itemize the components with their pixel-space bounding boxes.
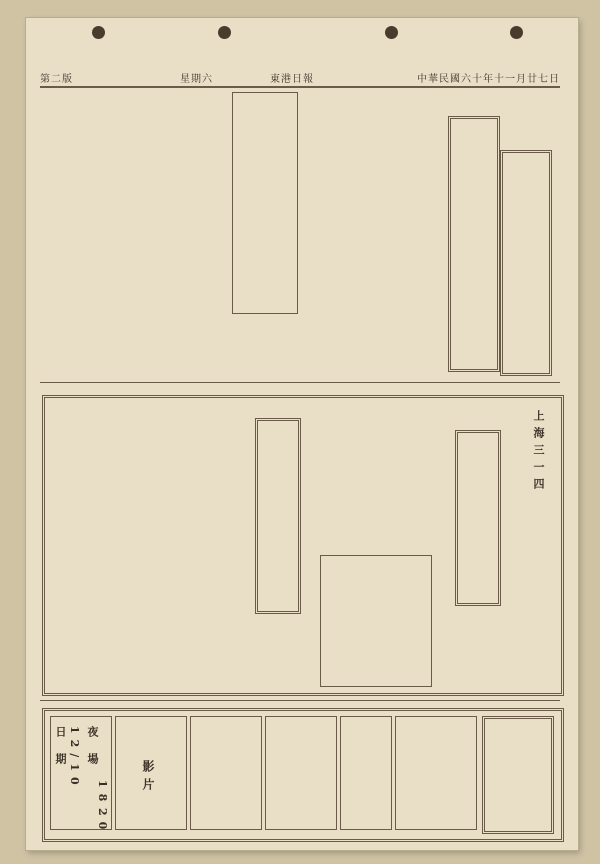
showtime-date: 12/10 <box>68 726 81 791</box>
showtime-minute: 20 <box>96 808 109 836</box>
article-column <box>300 92 430 372</box>
masthead-paper: 東港日報 <box>270 74 314 85</box>
headline-box <box>255 418 301 614</box>
punch-hole <box>218 26 231 39</box>
showtime-session: 夜 場 <box>86 726 99 770</box>
headline-box <box>500 150 552 376</box>
article-column <box>40 240 240 312</box>
illustration-box <box>320 555 432 687</box>
masthead <box>40 70 560 88</box>
program-box <box>340 716 392 830</box>
masthead-page: 第二版 <box>40 74 73 85</box>
showtime-heading: 日 期 <box>54 726 67 770</box>
program-box <box>395 716 477 830</box>
headline-box <box>455 430 501 606</box>
small-notice-box <box>232 92 298 314</box>
punch-hole <box>92 26 105 39</box>
program-box <box>265 716 337 830</box>
divider <box>40 700 560 701</box>
headline-box <box>448 116 500 372</box>
program-box <box>190 716 262 830</box>
punch-hole <box>510 26 523 39</box>
punch-hole <box>385 26 398 39</box>
showtime-hour: 18 <box>96 780 109 808</box>
headline-box <box>482 716 554 834</box>
masthead-weekday: 星期六 <box>180 74 213 85</box>
masthead-date: 中華民國六十年十一月廿七日 <box>417 74 560 85</box>
article-column <box>40 92 240 152</box>
divider <box>40 382 560 383</box>
film-label: 影片 <box>141 760 155 796</box>
mid-frame-label: 上海三一四 <box>532 410 545 495</box>
article-column <box>40 165 240 230</box>
